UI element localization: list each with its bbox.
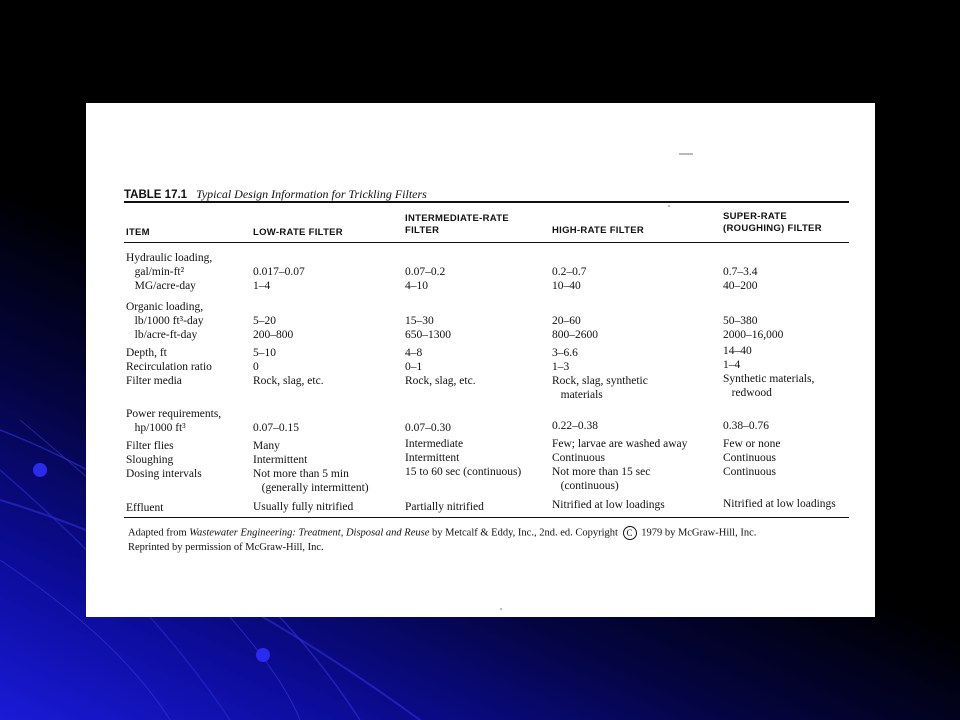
row-organic-intermediate: 15–30 650–1300 <box>405 315 451 341</box>
row-organic-low: 5–20 200–800 <box>253 315 294 341</box>
table-title <box>124 187 427 202</box>
scanned-table-page <box>86 103 875 617</box>
footnote-line-1: Adapted from Wastewater Engineering: Treatment, Disposal and Reuse by Metcalf & Eddy, Inc., 2nd. ed. Copyright C 1979 by McGraw-Hill, Inc. <box>128 527 757 539</box>
row-misc-intermediate: 4–8 0–1 Rock, slag, etc. <box>405 347 476 387</box>
row-organic-item: Organic loading, lb/1000 ft³-day lb/acre-ft-day <box>126 301 204 341</box>
row-hydraulic-low: 0.017–0.07 1–4 <box>253 266 305 292</box>
row-effluent-item: Effluent <box>126 502 164 514</box>
row-effluent-super: Nitrified at low loadings <box>723 498 836 510</box>
footnote-book-title: Wastewater Engineering: Treatment, Disposal and Reuse <box>189 527 430 539</box>
row-flies-item: Filter flies Sloughing Dosing intervals <box>126 440 202 480</box>
row-organic-super: 50–380 2000–16,000 <box>723 315 784 341</box>
header-high-rate: HIGH-RATE FILTER <box>552 225 645 236</box>
row-misc-super: 14–40 1–4 Synthetic materials, redwood <box>723 345 815 399</box>
copyright-symbol: C <box>623 526 637 540</box>
header-intermediate-rate: INTERMEDIATE-RATE FILTER <box>405 213 509 236</box>
decorative-dot <box>33 463 47 477</box>
row-power-high: 0.22–0.38 <box>552 420 598 432</box>
row-power-super: 0.38–0.76 <box>723 420 769 432</box>
table-number: TABLE 17.1 <box>124 189 188 201</box>
row-power-low: 0.07–0.15 <box>253 422 299 434</box>
row-hydraulic-high: 0.2–0.7 10–40 <box>552 266 587 292</box>
header-rule <box>124 242 849 243</box>
bottom-rule <box>124 517 849 518</box>
header-item: ITEM <box>126 227 150 238</box>
row-misc-low: 5–10 0 Rock, slag, etc. <box>253 347 324 387</box>
footnote-line-2: Reprinted by permission of McGraw-Hill, Inc. <box>128 542 324 553</box>
row-power-item: Power requirements, hp/1000 ft³ <box>126 408 222 434</box>
header-low-rate: LOW-RATE FILTER <box>253 227 343 238</box>
header-super-rate: SUPER-RATE (ROUGHING) FILTER <box>723 211 822 234</box>
row-flies-intermediate: Intermediate Intermittent 15 to 60 sec (continuous) <box>405 438 522 478</box>
row-hydraulic-super: 0.7–3.4 40–200 <box>723 266 758 292</box>
row-power-intermediate: 0.07–0.30 <box>405 422 451 434</box>
row-organic-high: 20–60 800–2600 <box>552 315 598 341</box>
row-flies-low: Many Intermittent Not more than 5 min (generally intermittent) <box>253 440 369 494</box>
row-effluent-low: Usually fully nitrified <box>253 501 354 513</box>
row-effluent-high: Nitrified at low loadings <box>552 499 665 511</box>
decorative-dot <box>256 648 270 662</box>
top-rule <box>124 201 849 203</box>
row-misc-item: Depth, ft Recirculation ratio Filter media <box>126 347 212 387</box>
row-hydraulic-intermediate: 0.07–0.2 4–10 <box>405 266 446 292</box>
table-caption: Typical Design Information for Trickling Filters <box>196 187 427 201</box>
row-flies-super: Few or none Continuous Continuous <box>723 438 781 478</box>
row-hydraulic-item: Hydraulic loading, gal/min-ft² MG/acre-day <box>126 252 213 292</box>
row-misc-high: 3–6.6 1–3 Rock, slag, synthetic materials <box>552 347 648 401</box>
row-effluent-intermediate: Partially nitrified <box>405 501 484 513</box>
row-flies-high: Few; larvae are washed away Continuous Not more than 15 sec (continuous) <box>552 438 688 492</box>
